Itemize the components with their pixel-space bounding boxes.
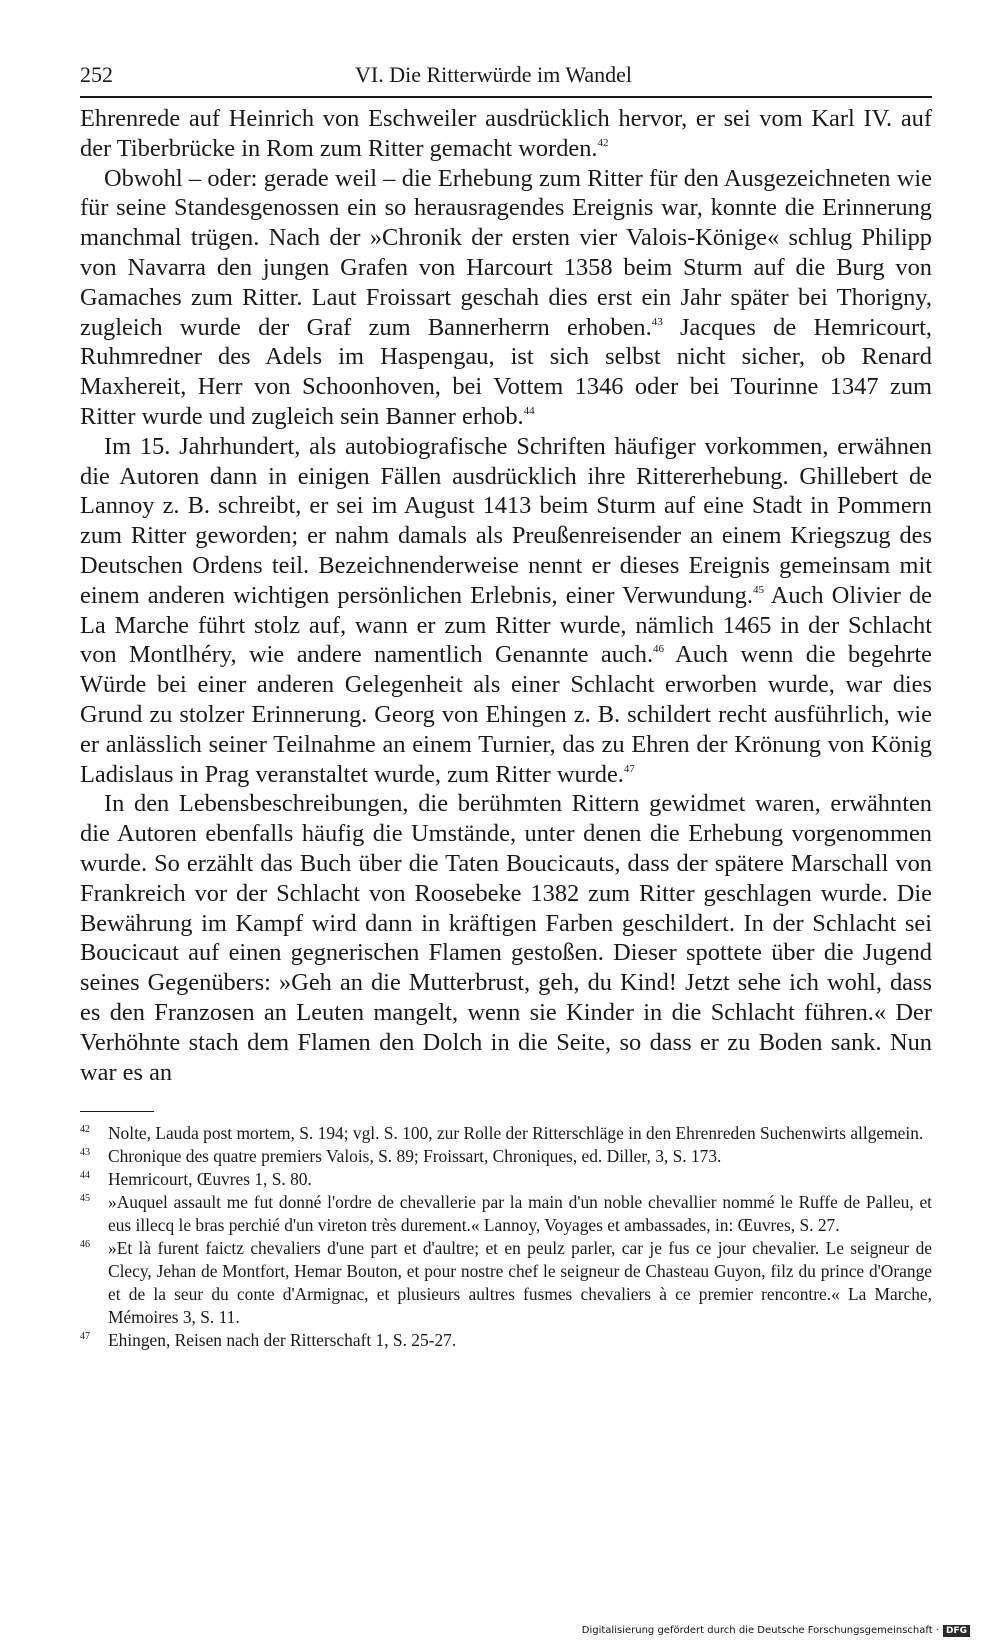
book-page [80,58,932,1352]
running-head [80,58,932,92]
chapter-title: VI. Die Ritterwürde im Wandel [355,62,633,87]
footnote-number: 42 [80,1124,90,1136]
footnote-ref-43: 43 [651,315,663,328]
paragraph-2-text-1: Obwohl – oder: gerade weil – die Erhebung zum Ritter für den Ausgezeichneten wie für seine Standesgenossen ein so herausragendes Ereignis war, konnte die Erinnerung manchmal trügen. Nach der »Chronik der ersten vier Valois-Könige« schlug Philipp von Navarra den jungen Grafen von Harcourt 1358 beim Sturm auf die Burg von Gamaches zum Ritter. Laut Froissart geschah dies erst ein Jahr später bei Thorigny, zugleich wurde der Graf zum Bannerherrn erhoben. [80,164,932,341]
paragraph-1-text: Ehrenrede auf Heinrich von Eschweiler ausdrücklich hervor, er sei vom Karl IV. auf der Tiberbrücke in Rom zum Ritter gemacht worden. [80,105,932,162]
footnote-ref-45: 45 [752,583,764,596]
footnote-text: Nolte, Lauda post mortem, S. 194; vgl. S. 100, zur Rolle der Ritterschläge in den Ehrenreden Suchenwirts allgemein. [108,1123,924,1144]
dfg-logo: DFG [943,1625,970,1637]
footnote-46 [80,1237,932,1329]
footnote-text: »Auquel assault me fut donné l'ordre de chevallerie par la main d'un noble chevallier nommé le Ruffe de Palleu, et eus illecq le bras perchié d'un vireton très durement.« Lannoy, Voyages et ambassades, in: Œuvres, S. 27. [108,1192,932,1236]
footnotes [80,1122,932,1352]
footnote-rule [80,1111,154,1112]
footnote-42 [80,1122,932,1145]
footnote-number: 47 [80,1331,90,1343]
footnote-43 [80,1145,932,1168]
footnote-47 [80,1329,932,1352]
paragraph-2-text-2: Jacques de Hemricourt, Ruhmredner des Adels im Haspengau, ist sich selbst nicht sicher, ob Renard Maxhereit, Herr von Schoonhoven, bei Vottem 1346 oder bei Tourinne 1347 zum Ritter wurde und zugleich sein Banner erhob. [80,313,932,430]
paragraph-2 [80,164,932,432]
paragraph-4-text: In den Lebensbeschreibungen, die berühmten Rittern gewidmet waren, erwähnten die Autoren ebenfalls häufig die Umstände, unter denen die Erhebung vorgenommen wurde. So erzählt das Buch über die Taten Boucicauts, dass der spätere Marschall von Frankreich vor der Schlacht von Roosebeke 1382 zum Ritter geschlagen wurde. Die Bewährung im Kampf wird dann in kräftigen Farben geschildert. In der Schlacht sei Boucicaut auf einen gegnerischen Flamen gestoßen. Dieser spottete über die Jugend seines Gegenübers: »Geh an die Mutterbrust, geh, du Kind! Jetzt sehe ich wohl, dass es den Franzosen an Leuten mangelt, wenn sie Kinder in die Schlacht führen.« Der Verhöhnte stach dem Flamen den Dolch in die Seite, so dass er zu Boden sank. Nun war es an [80,790,932,1086]
footnote-44 [80,1168,932,1191]
footnote-number: 45 [80,1193,90,1205]
footnote-ref-47: 47 [623,762,635,775]
paragraph-3 [80,432,932,790]
page-number: 252 [80,62,113,87]
footnote-text: Hemricourt, Œuvres 1, S. 80. [108,1169,312,1190]
paragraph-3-text-3: Auch wenn die begehrte Würde bei einer anderen Gelegenheit als einer Schlacht erworben wurde, war dies Grund zu stolzer Erinnerung. Georg von Ehingen z. B. schildert recht ausführlich, wie er anlässlich seiner Teilnahme an einem Turnier, das zu Ehren der Krönung von König Ladislaus in Prag veranstaltet wurde, zum Ritter wurde. [80,641,932,788]
paragraph-4 [80,789,932,1087]
paragraph-3-text-2: Auch Olivier de La Marche führt stolz auf, wann er zum Ritter wurde, nämlich 1465 in der Schlacht von Montlhéry, wie andere namentlich Genannte auch. [80,581,932,669]
footnote-text: Ehingen, Reisen nach der Ritterschaft 1, S. 25-27. [108,1330,457,1351]
footnote-ref-46: 46 [653,643,665,656]
footnote-text: Chronique des quatre premiers Valois, S. 89; Froissart, Chroniques, ed. Diller, 3, S. 173. [108,1146,722,1167]
footnote-number: 46 [80,1239,90,1251]
paragraph-1 [80,104,932,164]
digitization-note: Digitalisierung gefördert durch die Deutsche Forschungsgemeinschaft · [581,1625,939,1636]
body-text [80,104,932,1087]
footnote-number: 44 [80,1170,90,1182]
footnote-ref-44: 44 [523,404,535,417]
footnote-45 [80,1191,932,1237]
paragraph-3-text-1: Im 15. Jahrhundert, als autobiografische Schriften häufiger vorkommen, erwähnen die Autoren dann in einigen Fällen ausdrücklich ihre Rittererhebung. Ghillebert de Lannoy z. B. schreibt, er sei im August 1413 beim Sturm auf eine Stadt in Pommern zum Ritter geworden; er nahm damals als Preußenreisender an einem Kriegszug des Deutschen Ordens teil. Bezeichnenderweise nennt er dieses Ereignis gemeinsam mit einem anderen wichtigen persönlichen Erlebnis, einer Verwundung. [80,432,932,609]
header-rule [80,96,932,98]
footnote-ref-42: 42 [597,136,609,149]
footnote-text: »Et là furent faictz chevaliers d'une part et d'aultre; et en peulz parler, car je fus ce jour chevalier. Le seigneur de Clecy, Jehan de Montfort, Hemar Bouton, et pour nostre chef le seigneur de Chasteau Guyon, filz du prince d'Orange et de la seur du conte d'Armignac, et plusieurs aultres fusmes chevaliers à ce premier rencontre.« La Marche, Mémoires 3, S. 11. [108,1238,932,1328]
digitization-footer [582,1625,970,1637]
footnote-number: 43 [80,1147,90,1159]
